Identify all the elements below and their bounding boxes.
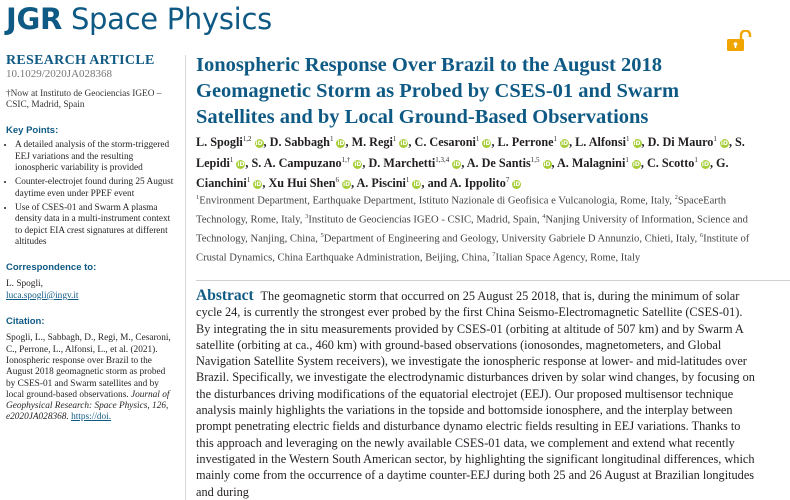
author [270, 135, 346, 149]
citation-volume: 126, e2020JA028368. [6, 401, 169, 423]
orcid-icon[interactable]: iD [343, 181, 351, 189]
orcid-icon[interactable]: iD [483, 140, 491, 148]
key-point: • Use of CSES-01 and Swarm A plasma density data in a multi-instrument context to depict EIA crest signatures at different altitudes [15, 203, 176, 248]
affiliation-number: 3 [305, 213, 309, 221]
author-name: A. De Santis [466, 155, 531, 170]
affiliation-text: Institute of Crustal Dynamics, China Earthquake Administration, Beijing, China, [196, 233, 750, 264]
author-affiliation-number: 1 [246, 176, 251, 185]
orcid-icon[interactable]: iD [633, 140, 641, 148]
citation-journal: Journal of Geophysical Research: Space Physics, [6, 389, 170, 412]
author-affiliation-number: 1,3,4 [435, 155, 450, 164]
author [352, 135, 409, 149]
author-and: and [427, 176, 450, 191]
author [450, 176, 522, 190]
author-name: C. Cesaroni [414, 135, 476, 150]
author-name: L. Alfonsi [575, 135, 626, 150]
author-name: S. Lepidi [196, 135, 745, 170]
author-list: L. Spogli$^{1,2}$ iD, D. Sabbagh$^1$ iD, M. Regi$^1$ iD, C. Cesaroni$^1$ iD, L. Perrone$^1$ iD, L. Alfonsi$^1$ iD, D. Di Mauro$^1$ iD, S. Lepidi$^1$ iD, S. A. Campuzano$^{1,\dagger}$ iD, D. Marchetti$^{1,3,4}$ iD, A. De Santis$^{1,5}$ iD, A. Malagnini$^1$ iD, C. Scotto$^1$ iD, G. Cianchini$^1$ iD, Xu Hui Shen$^6$ iD, A. Piscini$^1$ iD, and A. Ippolito$^7$ iD [196, 135, 745, 191]
author-affiliation-number: 1 [475, 135, 480, 143]
author-name: G. Cianchini [196, 155, 729, 191]
citation-heading: Citation: [6, 316, 45, 328]
author-name: L. Perrone [497, 135, 554, 150]
author-affiliation-number: 1 [229, 155, 234, 164]
orcid-icon[interactable]: iD [237, 160, 245, 168]
author-affiliation-number: 1,5 [530, 155, 540, 164]
abstract-heading: Abstract [196, 287, 254, 304]
author [356, 176, 421, 190]
sidebar [6, 55, 176, 424]
author [368, 156, 461, 170]
affiliation-text: Nanjing University of Information, Science and Technology, Nanjing, China, [196, 214, 748, 245]
author-affiliation-number: 1 [405, 176, 410, 185]
affiliation-number: 6 [699, 232, 704, 240]
correspondence-name: L. Spogli, [6, 279, 43, 290]
correspondence-email-link[interactable]: luca.spogli@ingv.it [6, 290, 79, 301]
author-name: M. Regi [351, 135, 393, 150]
orcid-icon[interactable]: iD [561, 140, 569, 148]
citation-text: Spogli, L., Sabbagh, D., Regi, M., Cesaroni, C., Perrone, L., Alfonsi, L., et al. (2021). Ionospheric response over Brazil to the August 2018 geomagnetic storm as probed by CSES-01 and Swarm satellites and by local ground-based observations. [6, 333, 171, 400]
correspondence [6, 279, 176, 302]
author-affiliation-number: 6 [335, 176, 340, 185]
abstract [196, 288, 756, 500]
author-affiliation-number: 1,† [341, 155, 351, 164]
section-divider [196, 280, 790, 281]
affiliation-number: 1 [196, 194, 200, 201]
author [648, 135, 729, 149]
orcid-icon[interactable]: iD [400, 140, 408, 148]
column-divider [185, 55, 186, 500]
author [557, 156, 641, 170]
journal-header [6, 2, 272, 36]
author [268, 176, 351, 190]
affiliation-text: Department of Engineering and Geology, University Gabriele D Annunzio, Chieti, Italy, [323, 233, 700, 245]
orcid-icon[interactable]: iD [701, 160, 709, 168]
author [498, 135, 570, 149]
key-points-heading: Key Points: [6, 125, 59, 137]
author [575, 135, 641, 149]
author-name: D. Sabbagh [269, 135, 330, 150]
open-access-lock-icon [726, 30, 752, 52]
author-name: C. Scotto [647, 155, 695, 170]
affiliation-text: Instituto de Geociencias IGEO - CSIC, Madrid, Spain, [308, 214, 543, 226]
author-affiliation-number: 7 [505, 176, 510, 185]
author [415, 135, 492, 149]
author-name: A. Ippolito [449, 176, 506, 191]
author-affiliation-number: 1,2 [242, 135, 252, 143]
affiliation-text: Italian Space Agency, Rome, Italy [495, 252, 641, 264]
orcid-icon[interactable]: iD [254, 181, 262, 189]
author-affiliation-number: 1 [625, 135, 630, 143]
author-affiliation-number: 1 [553, 135, 558, 143]
orcid-icon[interactable]: iD [453, 160, 461, 168]
author-affiliation-number: 1 [625, 155, 629, 164]
key-point: • Counter-electrojet found during 25 August daytime even under PPEF event [15, 177, 176, 200]
orcid-icon[interactable]: iD [720, 140, 728, 148]
correspondence-heading: Correspondence to: [6, 262, 97, 274]
affiliation-number: 2 [674, 194, 678, 201]
author [196, 135, 264, 149]
author-name: A. Malagnini [556, 155, 626, 170]
key-point: • A detailed analysis of the storm-triggered EEJ variations and the resulting ionospheric variability is provided [15, 140, 176, 174]
author-name: D. Di Mauro [647, 135, 714, 150]
orcid-icon[interactable]: iD [413, 181, 421, 189]
author-affiliation-number: 1 [392, 135, 397, 143]
article-type: RESEARCH ARTICLE [6, 53, 155, 68]
affiliation-number: 7 [492, 251, 496, 259]
affiliation-text: SpaceEarth Technology, Rome, Italy, [196, 195, 727, 226]
author-note: †Now at Instituto de Geociencias IGEO – CSIC, Madrid, Spain [6, 88, 162, 110]
author-name: Xu Hui Shen [268, 176, 336, 191]
abstract-text: The geomagnetic storm that occurred on 25 August 25 2018, that is, during the minimum of solar cycle 24, is currently the strongest ever probed by the first China Seismo-Electromagnetic Satellite (CSES-01). By integrating the in situ measurements provided by CSES-01 (orbiting at altitude of 507 km) and by Swarm A satellite (orbiting at ca., 460 km) with ground-based observations (ionosondes, magnetometers, and Global Navigation Satellite System receivers), we investigate the ionospheric response at lower- and mid-latitudes over Brazil. Specifically, we investigate the electrodynamic disturbances driven by solar wind changes, by focusing on the disturbances driving modifications of the equatorial electrojet (EEJ). Our proposed multisensor technique analysis mainly highlights the variations in the topside and bottomside ionosphere, and the interplay between prompt penetrating electric fields and disturbance dynamo electric fields resulting in EEJ variations. Thanks to this approach and leveraging on the newly available CSES-01 data, we complement and extend what recently investigated in the Western South American sector, by highlighting the significant longitudinal differences, which mainly come from the occurrence of a daytime counter-EEJ during both 25 and 26 August at Brazilian longitudes and during [196, 289, 755, 499]
doi[interactable]: 10.1029/2020JA028368 [6, 68, 113, 81]
affiliations [196, 190, 756, 266]
affiliation-number: 4 [542, 213, 546, 221]
journal-name: Space Physics [70, 2, 272, 36]
author-name: D. Marchetti [368, 155, 436, 170]
orcid-icon[interactable]: iD [354, 160, 362, 168]
affiliation-number: 5 [320, 232, 324, 240]
citation [6, 333, 176, 423]
orcid-icon[interactable]: iD [632, 160, 640, 168]
orcid-icon[interactable]: iD [513, 181, 521, 189]
author [467, 156, 552, 170]
orcid-icon[interactable]: iD [255, 140, 263, 148]
author [252, 156, 363, 170]
key-points-list [6, 140, 176, 248]
author-affiliation-number: 1 [694, 155, 698, 164]
author [647, 156, 710, 170]
author-affiliation-number: 1 [329, 135, 334, 143]
orcid-icon[interactable]: iD [543, 160, 551, 168]
author-name: S. A. Campuzano [251, 155, 342, 170]
journal-brand: JGR [6, 2, 63, 36]
author-affiliation-number: 1 [713, 135, 717, 143]
author-name: A. Piscini [356, 176, 406, 191]
author-name: L. Spogli [196, 135, 243, 150]
affiliation-text: Environment Department, Earthquake Department, Istituto Nazionale di Geofisica e Vulcanologia, Rome, Italy, [199, 195, 675, 207]
paper-title: Ionospheric Response Over Brazil to the August 2018 Geomagnetic Storm as Probed by CSES-01 and Swarm Satellites and by Local Ground-Based Observations [196, 54, 680, 128]
orcid-icon[interactable]: iD [337, 140, 345, 148]
citation-doi-link[interactable]: https://doi. [71, 412, 112, 423]
